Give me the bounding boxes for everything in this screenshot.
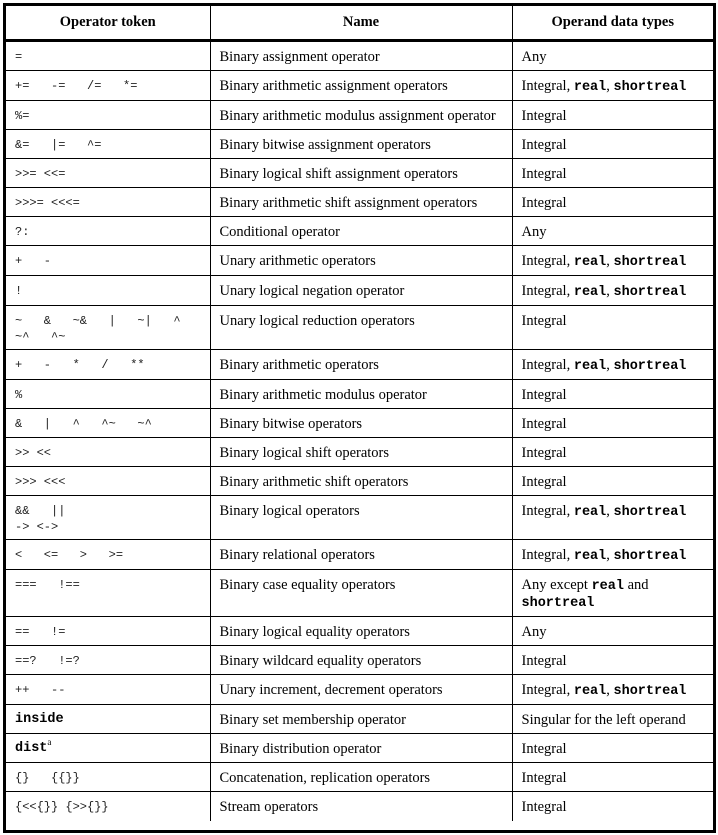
table-body [6,41,713,821]
operator-name-cell: Binary assignment operator [210,41,512,71]
operator-token-cell [6,306,210,350]
operator-name-cell: Binary logical shift assignment operators [210,159,512,188]
operand-types-text: Integral [521,474,567,490]
operand-types-cell [512,496,713,540]
operator-token: >>> <<< [15,475,66,489]
operator-token: === !== [15,578,80,592]
operator-token-cell [6,646,210,675]
table-row [6,306,713,350]
operator-name-cell: Binary arithmetic modulus operator [210,380,512,409]
operator-token-cell [6,350,210,380]
type-separator: , [606,547,614,563]
type-keyword-shortreal: shortreal [613,549,687,564]
operator-token-cell [6,159,210,188]
table-row [6,646,713,675]
operand-types-text: Integral [521,770,567,786]
operator-token-cell [6,130,210,159]
operator-token: >> << [15,446,52,460]
operand-types-text: Integral [521,445,567,461]
operand-types-text: Integral [521,653,567,669]
type-keyword-shortreal: shortreal [613,255,687,270]
type-keyword-real: real [573,505,607,520]
header-name: Name [210,6,512,41]
operator-name-cell: Binary relational operators [210,540,512,570]
table-row [6,350,713,380]
operator-name-cell: Binary arithmetic shift operators [210,467,512,496]
operand-types-cell [512,734,713,763]
operand-types-cell [512,306,713,350]
operator-name-cell: Binary arithmetic modulus assignment operator [210,101,512,130]
operator-name-cell: Binary arithmetic operators [210,350,512,380]
operator-token: ~^ ^~ [15,330,66,344]
operator-token-cell [6,734,210,763]
operator-token-cell [6,246,210,276]
operand-types-text: Integral [521,313,567,329]
table-row [6,159,713,188]
operator-token-cell [6,763,210,792]
table-row [6,217,713,246]
operator-name-cell: Binary wildcard equality operators [210,646,512,675]
operand-types-cell [512,217,713,246]
operand-types-cell [512,570,713,617]
operator-token: ?: [15,225,30,239]
operand-types-text: Any except [521,577,592,593]
operator-token-cell [6,570,210,617]
type-separator: , [606,283,614,299]
table-row [6,188,713,217]
operand-types-cell [512,409,713,438]
type-keyword-real: real [573,80,607,95]
operator-token-cell [6,409,210,438]
type-separator: and [623,577,649,593]
table-row [6,734,713,763]
table-row [6,409,713,438]
operand-types-text: Integral, [521,78,574,94]
operator-token: = [15,50,37,64]
type-keyword-shortreal: shortreal [613,359,687,374]
type-keyword-shortreal: shortreal [613,285,687,300]
operator-name-cell: Conditional operator [210,217,512,246]
operator-token-cell [6,101,210,130]
operand-types-text: Integral, [521,283,574,299]
operator-token-cell [6,675,210,705]
table-row [6,41,713,71]
table-row [6,792,713,821]
type-separator: , [606,682,614,698]
table-row [6,130,713,159]
table-row [6,705,713,734]
operator-token-cell [6,540,210,570]
operator-token: & | ^ ^~ ~^ [15,417,152,431]
operand-types-cell [512,159,713,188]
footnote-marker: a [47,737,52,747]
table-row [6,246,713,276]
operand-types-text: Integral, [521,357,574,373]
operator-name-cell: Binary logical equality operators [210,617,512,646]
operator-table-frame [3,3,716,833]
operand-types-cell [512,41,713,71]
type-keyword-real: real [573,255,607,270]
operator-name-cell: Unary increment, decrement operators [210,675,512,705]
table-row [6,496,713,540]
operand-types-text: Any [521,224,547,240]
table-row [6,276,713,306]
operand-types-text: Integral [521,166,567,182]
operator-name-cell: Unary logical reduction operators [210,306,512,350]
operator-token: % [15,388,23,402]
operand-types-text: Integral [521,799,567,815]
operand-types-cell [512,350,713,380]
operand-types-text: Integral [521,416,567,432]
type-keyword-shortreal: shortreal [521,596,595,611]
type-separator: , [606,253,614,269]
operator-token: < <= > >= [15,548,124,562]
operand-types-cell [512,467,713,496]
operator-name-cell: Binary arithmetic assignment operators [210,71,512,101]
operand-types-text: Singular for the left operand [521,712,686,728]
operator-token-cell [6,792,210,821]
operand-types-cell [512,188,713,217]
operator-token: -> <-> [15,520,59,534]
operator-token [15,737,210,757]
header-operand-data-types: Operand data types [512,6,713,41]
operator-token: == != [15,625,66,639]
operator-token-cell [6,380,210,409]
operator-token-cell [6,71,210,101]
operator-token: &= |= ^= [15,138,102,152]
table-row [6,467,713,496]
operator-table [6,6,713,821]
operand-types-text: Integral, [521,682,574,698]
operator-name-cell: Concatenation, replication operators [210,763,512,792]
operator-name-cell: Binary bitwise operators [210,409,512,438]
operand-types-text: Integral [521,195,567,211]
operator-token: ==? !=? [15,654,80,668]
type-separator: , [606,503,614,519]
operator-token-cell [6,496,210,540]
operand-types-cell [512,130,713,159]
type-keyword-real: real [573,285,607,300]
operator-name-cell: Unary logical negation operator [210,276,512,306]
operand-types-text: Integral [521,387,567,403]
operand-types-text: Integral [521,137,567,153]
operator-token-cell [6,617,210,646]
operator-token: >>>= <<<= [15,196,80,210]
header-row [6,6,713,41]
header-operator-token: Operator token [6,6,210,41]
type-separator: , [606,78,614,94]
operand-types-cell [512,246,713,276]
operator-token-cell [6,438,210,467]
type-keyword-shortreal: shortreal [613,505,687,520]
operator-name-cell: Binary logical operators [210,496,512,540]
operand-types-cell [512,617,713,646]
table-row [6,101,713,130]
operand-types-text: Integral [521,741,567,757]
type-separator: , [606,357,614,373]
operator-name-cell: Stream operators [210,792,512,821]
table-row [6,675,713,705]
table-row [6,438,713,467]
operator-name-cell: Binary case equality operators [210,570,512,617]
type-keyword-real: real [573,359,607,374]
operand-types-text: Integral, [521,503,574,519]
operator-token: += -= /= *= [15,79,138,93]
operator-token: {<<{}} {>>{}} [15,800,109,814]
operator-name-cell: Binary set membership operator [210,705,512,734]
operand-types-cell [512,71,713,101]
type-keyword-shortreal: shortreal [613,684,687,699]
operator-name-cell: Binary arithmetic shift assignment operators [210,188,512,217]
table-row [6,380,713,409]
operand-types-text: Integral [521,108,567,124]
operator-token-cell [6,276,210,306]
operand-types-text: Integral, [521,547,574,563]
operand-types-cell [512,763,713,792]
operand-types-cell [512,646,713,675]
table-row [6,763,713,792]
operand-types-cell [512,705,713,734]
operator-token: %= [15,109,30,123]
operator-name-cell: Binary logical shift operators [210,438,512,467]
operator-token: {} {{}} [15,771,80,785]
operator-keyword: dist [15,741,48,756]
operator-token: ++ -- [15,683,66,697]
type-keyword-shortreal: shortreal [613,80,687,95]
operand-types-text: Any [521,49,547,65]
operand-types-cell [512,792,713,821]
operator-name-cell: Binary bitwise assignment operators [210,130,512,159]
operator-token-cell [6,188,210,217]
operand-types-cell [512,675,713,705]
operator-token: inside [15,712,64,727]
operator-token: ~ & ~& | ~| ^ [15,314,181,328]
operand-types-cell [512,276,713,306]
operator-token-cell [6,41,210,71]
operator-token: && || [15,504,66,518]
operator-name-cell: Unary arithmetic operators [210,246,512,276]
type-keyword-real: real [591,579,624,594]
operator-token: + - [15,254,52,268]
operand-types-cell [512,540,713,570]
operator-token-cell [6,217,210,246]
operator-token-cell [6,467,210,496]
operator-token-cell [6,705,210,734]
operand-types-cell [512,380,713,409]
operand-types-text: Any [521,624,547,640]
table-row [6,617,713,646]
operator-token: ! [15,284,23,298]
table-row [6,570,713,617]
operator-token: >>= <<= [15,167,66,181]
operand-types-text: Integral, [521,253,574,269]
type-keyword-real: real [573,684,607,699]
table-row [6,540,713,570]
operator-name-cell: Binary distribution operator [210,734,512,763]
table-row [6,71,713,101]
operator-token: + - * / ** [15,358,145,372]
type-keyword-real: real [573,549,607,564]
operand-types-cell [512,101,713,130]
operand-types-cell [512,438,713,467]
